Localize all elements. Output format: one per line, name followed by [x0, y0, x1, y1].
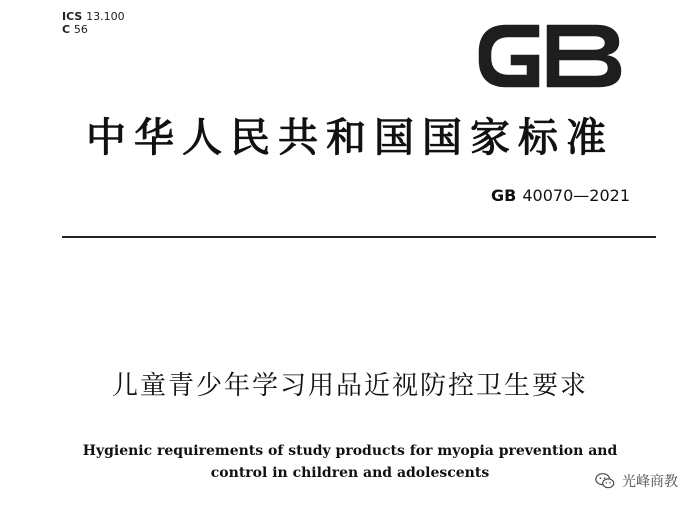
wechat-icon [594, 470, 616, 492]
gb-logo [470, 16, 628, 96]
standard-number [491, 186, 630, 205]
national-standard-title: 中华人民共和国国家标准 [86, 114, 614, 161]
watermark-text: 光峰商教 [622, 474, 678, 490]
ics-code [62, 10, 125, 23]
ccs-code [62, 23, 125, 36]
ics-label: ICS [62, 10, 83, 23]
ccs-label: C [62, 23, 71, 36]
standard-prefix: GB [491, 186, 517, 205]
ics-value: 13.100 [86, 10, 125, 23]
standard-code: 40070—2021 [522, 186, 630, 205]
classification-codes [62, 10, 125, 36]
document-title-en-line2: control in children and adolescents [210, 465, 490, 481]
document-title-en-line1: Hygienic requirements of study products for myopia prevention and [82, 443, 618, 459]
header-divider [62, 236, 656, 238]
document-title-cn: 儿童青少年学习用品近视防控卫生要求 [111, 371, 588, 401]
watermark [594, 470, 678, 492]
ccs-value: 56 [73, 23, 88, 36]
